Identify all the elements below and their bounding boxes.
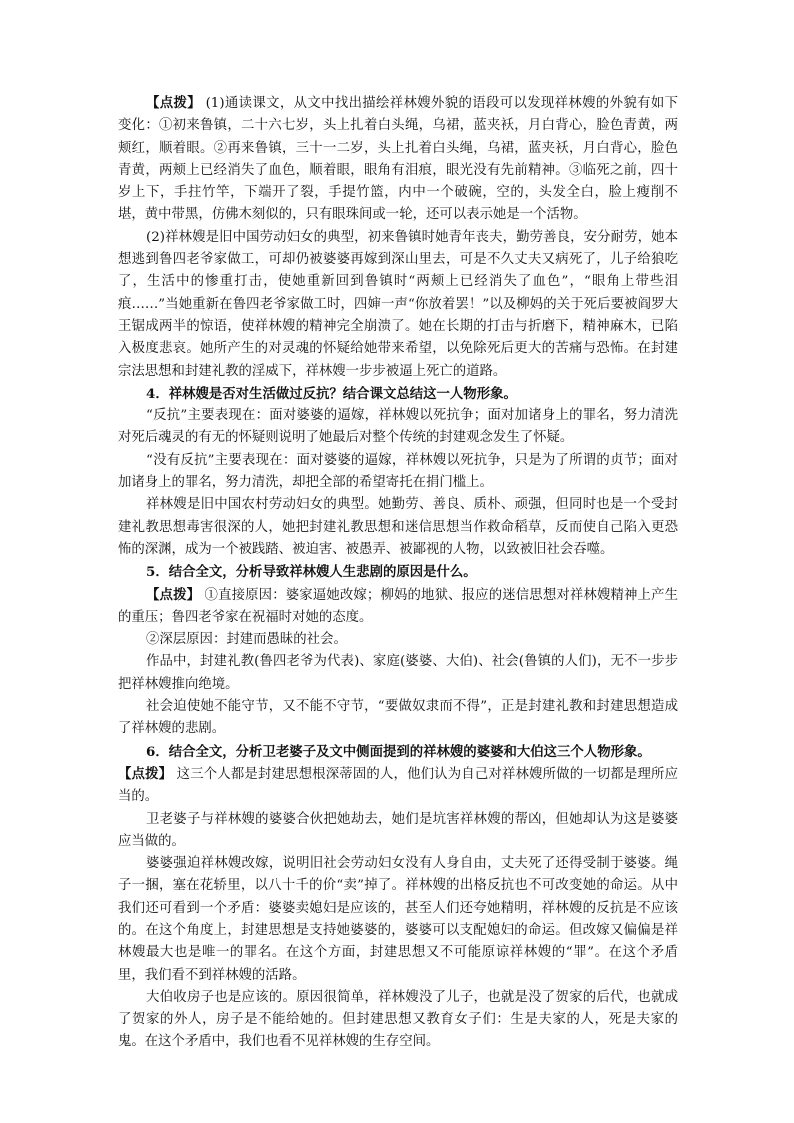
answer-text: (1)通读课文，从文中找出描绘祥林嫂外貌的语段可以发现祥林嫂的外貌有如下变化：①初来鲁镇，二十六七岁，头上扎着白头绳，乌裙，蓝夹袄，月白背心，脸色青黄，两颊红，顺着眼。②再来鲁镇，三十一二岁，头上扎着白头绳，乌裙，蓝夹袄，月白背心，脸色青黄，两颊上已经消失了血色，顺着眼，眼角有泪痕，眼光没有先前精神。③临死之前，四十岁上下，手拄竹竿，下端开了裂，手提竹篮，内中一个破碗，空的，头发全白，脸上瘦削不堪，黄中带黑，仿佛木刻似的，只有眼珠间或一轮，还可以表示她是一个活物。 [118,96,678,223]
question-4: 4．祥林嫂是否对生活做过反抗？结合课文总结这一人物形象。 [146,385,517,402]
question-5: 5．结合全文，分析导致祥林嫂人生悲剧的原因是什么。 [146,564,477,581]
dianbo-label: 【点拨】 [118,765,173,782]
dianbo-label: 【点拨】 [146,95,201,111]
dianbo-label: 【点拨】 [146,586,201,603]
answer-text: 这三个人都是封建思想根深蒂固的人，他们认为自己对祥林嫂所做的一切都是理所应当的。 [118,766,678,805]
answer-paragraph-5b: ②深层原因：封建而愚昧的社会。 [146,632,347,648]
answer-paragraph-6d: 大伯收房子也是应该的。原因很简单，祥林嫂没了儿子，也就是没了贺家的后代，也就成了贺家的外人，房子是不能给她的。但封建思想又教育女子们：生是夫家的人，死是夫家的鬼。在这个矛盾中，我们也看不见祥林嫂的生存空间。 [118,989,678,1050]
answer-paragraph-4a: “反抗”主要表现在：面对婆婆的逼嫁，祥林嫂以死抗争；面对加诸身上的罪名，努力清洗 对死后魂灵的有无的怀疑则说明了她最后对整个传统的封建观念发生了怀疑。 [118,408,678,446]
answer-paragraph-6a [118,763,678,809]
answer-paragraph-5a [118,584,678,630]
document-page [118,92,678,1054]
answer-paragraph-5c: 作品中，封建礼教(鲁四老爷为代表)、家庭(婆婆、大伯)、社会(鲁镇的人们)，无不一步步把祥林嫂推向绝境。 [118,654,678,692]
answer-paragraph-2: (2)祥林嫂是旧中国劳动妇女的典型，初来鲁镇时她青年丧夫，勤劳善良，安分耐劳，她本想逃到鲁四老爷家做工，可却仍被婆婆再嫁到深山里去，可是不久丈夫又病死了，儿子给狼吃了，生活中的惨重打击，使她重新回到鲁镇时“两颊上已经消失了血色”，“眼角上带些泪痕……”当她重新在鲁四老爷家做工时，四婶一声“你放着罢！”以及柳妈的关于死后要被阎罗大王锯成两半的惊语，使祥林嫂的精神完全崩溃了。她在长期的打击与折磨下，精神麻木，已陷入极度悲哀。她所产生的对灵魂的怀疑给她带来希望，以免除死后更大的苦痛与恐怖。在封建宗法思想和封建礼教的淫威下，祥林嫂一步步被逼上死亡的道路。 [118,229,678,379]
answer-paragraph-6c: 婆婆强迫祥林嫂改嫁，说明旧社会劳动妇女没有人身自由，丈夫死了还得受制于婆婆。绳子一捆，塞在花轿里，以八十千的价“卖”掉了。祥林嫂的出格反抗也不可改变她的命运。从中我们还可看到一个矛盾：婆婆卖媳妇是应该的，甚至人们还夸她精明，祥林嫂的反抗是不应该的。在这个角度上，封建思想是支持她婆婆的，婆婆可以支配媳妇的命运。但改嫁又偏偏是祥林嫂最大也是唯一的罪名。在这个方面，封建思想又不可能原谅祥林嫂的“罪”。在这个矛盾里，我们看不到祥林嫂的活路。 [118,856,678,983]
answer-paragraph-1 [118,92,678,227]
answer-paragraph-4c: 祥林嫂是旧中国农村劳动妇女的典型。她勤劳、善良、质朴、顽强，但同时也是一个受封建礼教思想毒害很深的人，她把封建礼教思想和迷信思想当作救命稻草，反而使自己陷入更恐怖的深渊，成为一个被践踏、被迫害、被愚弄、被鄙视的人物，以致被旧社会吞噬。 [118,497,678,557]
answer-paragraph-5d: 社会迫使她不能守节，又不能不守节，“要做奴隶而不得”，正是封建礼教和封建思想造成了祥林嫂的悲剧。 [118,699,678,737]
answer-paragraph-6b: 卫老婆子与祥林嫂的婆婆合伙把她劫去，她们是坑害祥林嫂的帮凶，但她却认为这是婆婆应当做的。 [118,811,678,849]
answer-paragraph-4b: “没有反抗”主要表现在：面对婆婆的逼嫁，祥林嫂以死抗争，只是为了所谓的贞节；面对加诸身上的罪名，努力清洗，却把全部的希望寄托在捐门槛上。 [118,452,678,491]
answer-text: ①直接原因：婆家逼她改嫁；柳妈的地狱、报应的迷信思想对祥林嫂精神上产生的重压；鲁四老爷家在祝福时对她的态度。 [118,587,679,625]
question-6: 6．结合全文，分析卫老婆子及文中侧面提到的祥林嫂的婆婆和大伯这三个人物形象。 [146,743,651,760]
